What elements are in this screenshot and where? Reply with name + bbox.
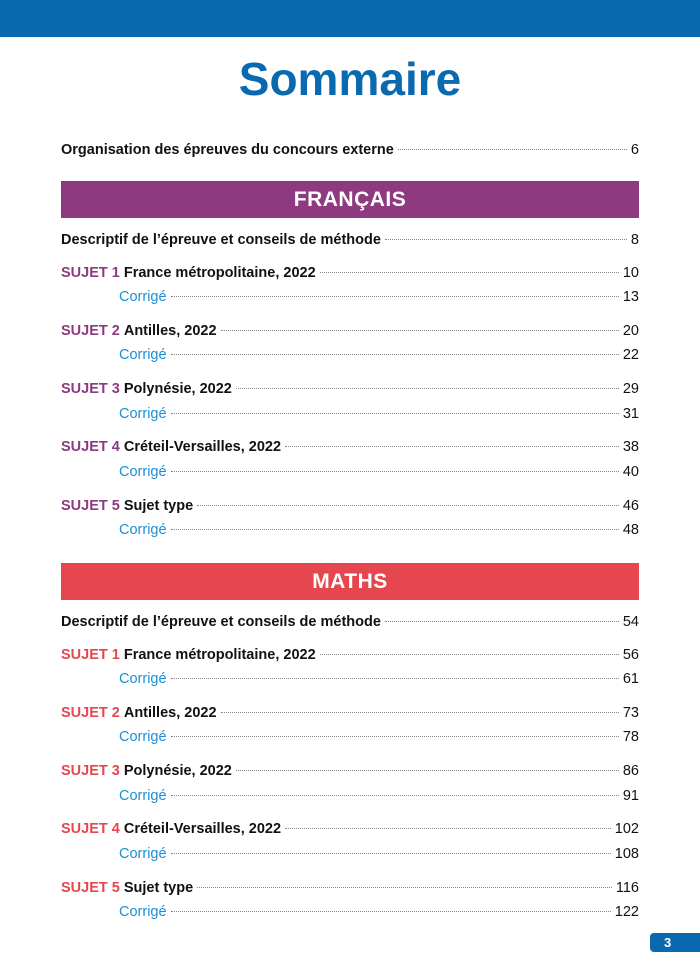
entry-page: 61 (622, 671, 639, 687)
toc-entry[interactable] (61, 381, 639, 401)
dot-leader (221, 330, 619, 331)
entry-page: 73 (622, 705, 639, 721)
sujet-label: SUJET 1 (61, 265, 120, 281)
toc-entry[interactable] (119, 729, 639, 749)
sujet-label: SUJET 5 (61, 498, 120, 514)
sujet-label: SUJET 3 (61, 381, 120, 397)
entry-page: 38 (622, 439, 639, 455)
entry-page: 116 (615, 880, 639, 896)
dot-leader (320, 272, 619, 273)
sujet-label: SUJET 1 (61, 647, 120, 663)
entry-title: Sujet type (123, 880, 194, 896)
dot-leader (236, 770, 619, 771)
sujet-label: SUJET 2 (61, 705, 120, 721)
dot-leader (221, 712, 619, 713)
toc-entry[interactable] (61, 705, 639, 725)
toc-entry[interactable] (61, 614, 639, 634)
toc-entry[interactable] (61, 821, 639, 841)
dot-leader (320, 654, 619, 655)
sujet-label: SUJET 3 (61, 763, 120, 779)
entry-page: 13 (622, 289, 639, 305)
toc-entry[interactable] (119, 671, 639, 691)
toc-entry[interactable] (119, 406, 639, 426)
top-bar (0, 0, 700, 37)
entry-title: Polynésie, 2022 (123, 763, 232, 779)
entry-title: Corrigé (119, 464, 167, 480)
section-header: FRANÇAIS (61, 181, 639, 218)
dot-leader (197, 887, 612, 888)
entry-page: 29 (622, 381, 639, 397)
sujet-label: SUJET 4 (61, 439, 120, 455)
entry-page: 20 (622, 323, 639, 339)
toc-entry[interactable] (119, 522, 639, 542)
dot-leader (171, 736, 619, 737)
dot-leader (398, 149, 627, 150)
dot-leader (171, 354, 619, 355)
entry-page: 78 (622, 729, 639, 745)
dot-leader (171, 296, 619, 297)
dot-leader (385, 621, 619, 622)
entry-page: 31 (622, 406, 639, 422)
dot-leader (171, 911, 611, 912)
toc-entry[interactable] (61, 232, 639, 252)
entry-page: 122 (614, 904, 639, 920)
entry-title: Descriptif de l’épreuve et conseils de méthode (61, 614, 381, 630)
entry-title: Sujet type (123, 498, 194, 514)
entry-title: France métropolitaine, 2022 (123, 647, 316, 663)
toc-entry[interactable] (119, 347, 639, 367)
dot-leader (236, 388, 619, 389)
toc-entry[interactable] (61, 265, 639, 285)
entry-page: 40 (622, 464, 639, 480)
toc-entry[interactable] (61, 880, 639, 900)
dot-leader (197, 505, 619, 506)
entry-page: 6 (630, 142, 639, 158)
toc-entry[interactable] (61, 142, 639, 162)
toc-entry[interactable] (119, 289, 639, 309)
entry-title: Descriptif de l’épreuve et conseils de méthode (61, 232, 381, 248)
entry-title: Créteil-Versailles, 2022 (123, 439, 282, 455)
dot-leader (171, 413, 619, 414)
dot-leader (171, 678, 619, 679)
dot-leader (171, 795, 619, 796)
entry-title: Corrigé (119, 729, 167, 745)
entry-title: France métropolitaine, 2022 (123, 265, 316, 281)
dot-leader (385, 239, 627, 240)
toc-entry[interactable] (61, 647, 639, 667)
entry-title: Corrigé (119, 406, 167, 422)
section-header: MATHS (61, 563, 639, 600)
entry-title: Polynésie, 2022 (123, 381, 232, 397)
entry-page: 86 (622, 763, 639, 779)
entry-page: 108 (614, 846, 639, 862)
dot-leader (285, 828, 611, 829)
dot-leader (285, 446, 619, 447)
toc-entry[interactable] (61, 439, 639, 459)
entry-page: 91 (622, 788, 639, 804)
entry-title: Corrigé (119, 289, 167, 305)
toc-entry[interactable] (119, 464, 639, 484)
entry-page: 8 (630, 232, 639, 248)
toc-entry[interactable] (61, 763, 639, 783)
entry-page: 54 (622, 614, 639, 630)
entry-title: Corrigé (119, 671, 167, 687)
entry-title: Antilles, 2022 (123, 323, 217, 339)
dot-leader (171, 853, 611, 854)
entry-page: 22 (622, 347, 639, 363)
entry-page: 46 (622, 498, 639, 514)
entry-title: Corrigé (119, 904, 167, 920)
entry-page: 102 (614, 821, 639, 837)
dot-leader (171, 529, 619, 530)
entry-page: 48 (622, 522, 639, 538)
toc-entry[interactable] (61, 323, 639, 343)
entry-title: Corrigé (119, 788, 167, 804)
sujet-label: SUJET 4 (61, 821, 120, 837)
toc-entry[interactable] (119, 846, 639, 866)
entry-title: Corrigé (119, 347, 167, 363)
entry-title: Antilles, 2022 (123, 705, 217, 721)
entry-title: Corrigé (119, 846, 167, 862)
sujet-label: SUJET 5 (61, 880, 120, 896)
toc-entry[interactable] (61, 498, 639, 518)
entry-page: 10 (622, 265, 639, 281)
entry-title: Corrigé (119, 522, 167, 538)
page-title: Sommaire (238, 53, 462, 105)
sujet-label: SUJET 2 (61, 323, 120, 339)
entry-title: Créteil-Versailles, 2022 (123, 821, 282, 837)
entry-title: Organisation des épreuves du concours externe (61, 142, 394, 158)
toc-entry[interactable] (119, 788, 639, 808)
dot-leader (171, 471, 619, 472)
page-number: 3 (650, 933, 700, 952)
toc-entry[interactable] (119, 904, 639, 924)
entry-page: 56 (622, 647, 639, 663)
